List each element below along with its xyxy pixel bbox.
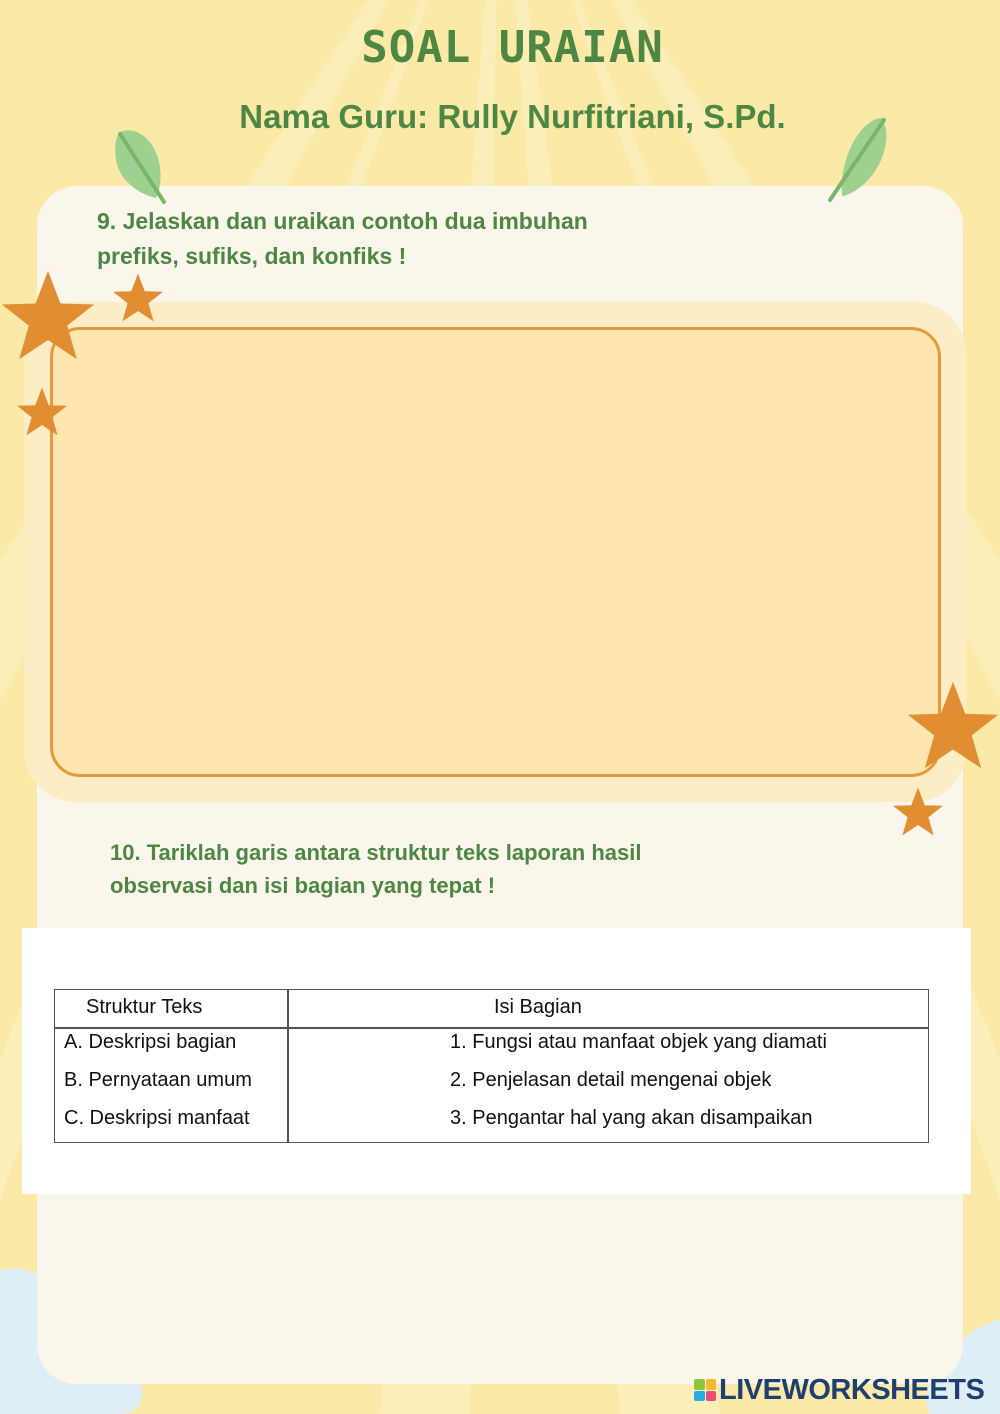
table-header-content: Isi Bagian [494,996,582,1018]
liveworksheets-brand[interactable] [694,1373,984,1407]
match-right-item[interactable]: 3. Pengantar hal yang akan disampaikan [450,1107,813,1129]
table-divider [287,990,289,1142]
page-title: SOAL URAIAN [361,22,664,73]
answer-input-9[interactable] [50,327,941,777]
match-right-item[interactable]: 2. Penjelasan detail mengenai objek [450,1069,772,1091]
leaf-icon [822,110,894,206]
leaf-icon [108,124,174,206]
liveworksheets-logo-icon [694,1379,716,1401]
brand-name: LIVEWORKSHEETS [719,1373,985,1406]
question-10: 10. Tariklah garis antara struktur teks laporan hasil observasi dan isi bagian yang tepat ! [110,840,642,898]
star-icon [892,786,944,838]
question-9: 9. Jelaskan dan uraikan contoh dua imbuhan prefiks, sufiks, dan konfiks ! [97,208,588,269]
matching-table [54,989,929,1143]
table-header-structure: Struktur Teks [86,996,203,1018]
match-right-item[interactable]: 1. Fungsi atau manfaat objek yang diamati [450,1031,827,1053]
match-left-item[interactable]: C. Deskripsi manfaat [64,1107,250,1129]
star-icon [0,264,96,368]
star-icon [112,272,164,324]
teacher-name: Nama Guru: Rully Nurfitriani, S.Pd. [239,98,786,135]
star-icon [906,674,1000,778]
match-left-item[interactable]: A. Deskripsi bagian [64,1031,237,1053]
star-icon [16,386,68,438]
match-left-item[interactable]: B. Pernyataan umum [64,1069,252,1091]
